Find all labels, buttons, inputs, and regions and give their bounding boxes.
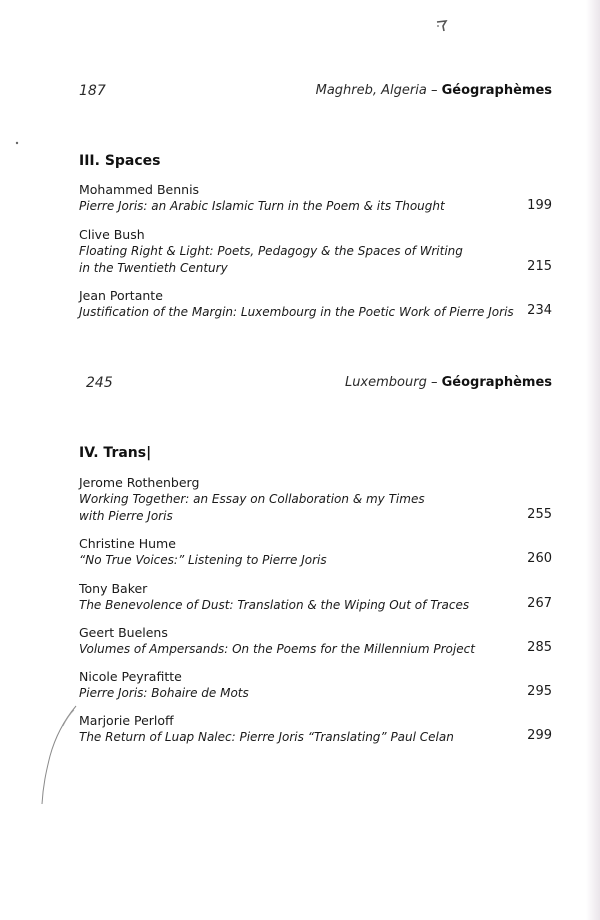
toc-entry [79, 535, 553, 569]
toc-entry [79, 287, 553, 321]
entry-author: Jerome Rothenberg [79, 475, 200, 490]
section-heading: III. Spaces [79, 153, 161, 169]
toc-entry [79, 624, 553, 658]
entry-page-number: 260 [527, 551, 552, 566]
division-title [345, 375, 552, 390]
division-label: Géographèmes [441, 83, 552, 98]
entry-title: The Return of Luap Nalec: Pierre Joris “Translating” Paul Celan [79, 730, 454, 744]
entry-title: “No True Voices:” Listening to Pierre Joris [79, 553, 327, 567]
entry-page-number: 199 [527, 198, 552, 213]
entry-author: Geert Buelens [79, 625, 168, 640]
entry-title-continued: with Pierre Joris [79, 509, 173, 523]
pencil-mark-icon [30, 700, 80, 810]
division-dash: – [426, 375, 442, 390]
toc-entry [79, 226, 553, 277]
division-dash: – [426, 83, 442, 98]
entry-title-continued: in the Twentieth Century [79, 261, 228, 275]
page-edge-shadow [586, 0, 600, 920]
entry-page-number: 295 [527, 684, 552, 699]
entry-title: Working Together: an Essay on Collaboration & my Times [79, 492, 425, 506]
section-heading: IV. Trans| [79, 445, 152, 461]
scan-speck-icon [434, 18, 450, 34]
toc-entry [79, 668, 553, 702]
entry-author: Tony Baker [79, 581, 148, 596]
entry-author: Clive Bush [79, 227, 145, 242]
division-page-number: 245 [86, 375, 113, 391]
entry-author: Marjorie Perloff [79, 713, 174, 728]
division-place: Maghreb, Algeria [315, 83, 427, 98]
entry-author: Nicole Peyrafitte [79, 669, 182, 684]
entry-author: Mohammed Bennis [79, 182, 200, 197]
entry-title: Volumes of Ampersands: On the Poems for the Millennium Project [79, 642, 475, 656]
entry-title: Justification of the Margin: Luxembourg in the Poetic Work of Pierre Joris [79, 305, 514, 319]
entry-page-number: 285 [527, 640, 552, 655]
division-place: Luxembourg [344, 375, 427, 390]
entry-title: Pierre Joris: an Arabic Islamic Turn in the Poem & its Thought [79, 199, 445, 213]
division-page-number: 187 [79, 83, 106, 99]
toc-entry [79, 580, 553, 614]
division-label: Géographèmes [441, 375, 552, 390]
entry-title: Pierre Joris: Bohaire de Mots [79, 686, 249, 700]
toc-entry [79, 474, 553, 525]
entry-author: Jean Portante [79, 288, 163, 303]
entry-page-number: 299 [527, 728, 552, 743]
entry-title: Floating Right & Light: Poets, Pedagogy & the Spaces of Writing [79, 244, 463, 258]
division-title [316, 83, 552, 98]
entry-author: Christine Hume [79, 536, 176, 551]
toc-entry [79, 712, 553, 746]
entry-title: The Benevolence of Dust: Translation & the Wiping Out of Traces [79, 598, 470, 612]
scan-dot-icon [14, 140, 20, 146]
toc-entry [79, 181, 553, 215]
entry-page-number: 255 [527, 507, 552, 522]
entry-page-number: 267 [527, 596, 552, 611]
entry-page-number: 234 [527, 303, 552, 318]
entry-page-number: 215 [527, 259, 552, 274]
